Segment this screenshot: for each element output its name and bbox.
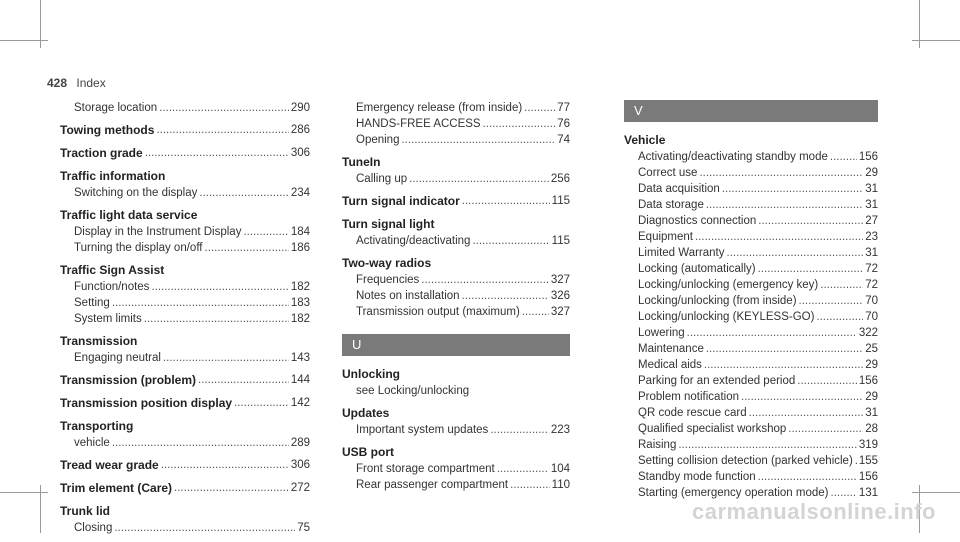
page-ref[interactable]: 184	[290, 226, 310, 238]
leader-dots	[727, 245, 864, 261]
index-subentry[interactable]	[624, 405, 878, 421]
leader-dots	[497, 461, 549, 477]
leader-dots	[799, 293, 864, 309]
index-subentry[interactable]	[60, 350, 310, 366]
subentry-text: Starting (emergency operation mode)	[638, 487, 829, 499]
index-column-2	[342, 100, 570, 499]
leader-dots	[816, 309, 863, 325]
subentry-text: vehicle	[74, 437, 110, 449]
leader-dots	[174, 480, 289, 497]
leader-dots	[678, 437, 856, 453]
page-ref[interactable]: 104	[550, 463, 570, 475]
page-ref[interactable]: 29	[865, 167, 878, 179]
index-entry	[60, 395, 310, 412]
leader-dots	[156, 122, 288, 139]
leader-dots	[741, 389, 863, 405]
leader-dots	[522, 304, 549, 320]
page-ref[interactable]: 29	[865, 391, 878, 403]
index-heading: Transmission	[60, 334, 138, 348]
index-subentry[interactable]	[624, 261, 878, 277]
index-subentry[interactable]	[342, 477, 570, 493]
index-entry	[60, 168, 310, 201]
page-ref[interactable]: 290	[290, 102, 310, 114]
index-subentry[interactable]	[624, 453, 878, 469]
page-ref[interactable]: 322	[858, 327, 878, 339]
index-heading: Transmission (problem)	[60, 373, 197, 387]
leader-dots	[159, 100, 289, 116]
index-entry	[342, 154, 570, 187]
index-heading: USB port	[342, 445, 394, 459]
page-ref[interactable]: 27	[865, 215, 878, 227]
index-subentry[interactable]	[60, 224, 310, 240]
index-entry	[60, 100, 310, 116]
subentry-text: Rear passenger compartment	[356, 479, 509, 491]
page-ref[interactable]: 75	[297, 522, 310, 534]
leader-dots	[687, 325, 857, 341]
index-subentry[interactable]	[624, 213, 878, 229]
subentry-text: HANDS-FREE ACCESS	[356, 118, 481, 130]
page-ref[interactable]: 289	[290, 437, 310, 449]
leader-dots	[205, 240, 289, 256]
index-heading: Traffic light data service	[60, 208, 198, 222]
page-ref[interactable]: 77	[557, 102, 570, 114]
index-heading-row[interactable]	[60, 480, 310, 497]
subentry-text: Emergency release (from inside)	[356, 102, 523, 114]
leader-dots	[199, 185, 288, 201]
page-ref[interactable]: 144	[290, 374, 310, 386]
page-ref[interactable]: 25	[865, 343, 878, 355]
subentry-text: Switching on the display	[74, 187, 198, 199]
page-ref[interactable]: 272	[290, 482, 310, 494]
index-heading-row[interactable]	[60, 145, 310, 162]
index-subentry[interactable]	[60, 520, 310, 536]
leader-dots	[151, 279, 288, 295]
index-subentry[interactable]	[60, 435, 310, 451]
subentry-text: Function/notes	[74, 281, 150, 293]
subentry-text: QR code rescue card	[638, 407, 747, 419]
crop-mark	[0, 492, 48, 493]
index-heading: Turn signal indicator	[342, 194, 460, 208]
page-ref[interactable]: 31	[865, 183, 878, 195]
index-entry	[60, 372, 310, 389]
index-entry	[60, 122, 310, 139]
leader-dots	[706, 341, 863, 357]
page-ref[interactable]: 143	[290, 352, 310, 364]
index-subentry[interactable]	[342, 383, 570, 399]
index-subentry[interactable]	[624, 437, 878, 453]
index-subentry[interactable]	[342, 272, 570, 288]
leader-dots	[758, 213, 863, 229]
index-entry	[60, 418, 310, 451]
leader-dots	[163, 350, 289, 366]
index-entry	[342, 444, 570, 493]
index-entry	[60, 207, 310, 256]
leader-dots	[797, 373, 857, 389]
leader-dots	[749, 405, 864, 421]
index-subentry[interactable]	[60, 185, 310, 201]
section-title: Index	[76, 76, 106, 90]
page-ref[interactable]: 31	[865, 199, 878, 211]
index-subentry[interactable]	[60, 279, 310, 295]
leader-dots	[234, 395, 289, 412]
leader-dots	[112, 295, 289, 311]
index-subentry[interactable]	[624, 357, 878, 373]
index-heading: Updates	[342, 406, 390, 420]
subentry-text: Locking/unlocking (KEYLESS-GO)	[638, 311, 815, 323]
leader-dots	[401, 132, 555, 148]
index-entry	[60, 145, 310, 162]
subentry-text: Setting collision detection (parked vehicle)	[638, 455, 853, 467]
index-heading-row[interactable]	[60, 395, 310, 412]
index-heading: Towing methods	[60, 123, 155, 137]
page-ref[interactable]: 306	[290, 459, 310, 471]
index-subentry[interactable]	[624, 389, 878, 405]
page-ref[interactable]: 70	[865, 311, 878, 323]
page-ref[interactable]: 156	[858, 151, 878, 163]
page-ref[interactable]: 326	[550, 290, 570, 302]
index-entry	[624, 132, 878, 501]
subentry-text: Lowering	[638, 327, 685, 339]
leader-dots	[144, 311, 289, 327]
index-heading: Tread wear grade	[60, 458, 159, 472]
page-ref[interactable]: 155	[858, 455, 878, 467]
subentry-text: Setting	[74, 297, 110, 309]
subentry-text: Front storage compartment	[356, 463, 495, 475]
index-entry	[342, 193, 570, 210]
subentry-text: Qualified specialist workshop	[638, 423, 787, 435]
subentry-text: Notes on installation	[356, 290, 460, 302]
leader-dots	[706, 197, 863, 213]
index-heading: Traction grade	[60, 146, 143, 160]
page-ref[interactable]: 327	[550, 306, 570, 318]
leader-dots	[704, 357, 863, 373]
subentry-text: Standby mode function	[638, 471, 756, 483]
index-subentry[interactable]	[624, 181, 878, 197]
index-heading: Trunk lid	[60, 504, 111, 518]
subentry-text: Problem notification	[638, 391, 739, 403]
index-subentry[interactable]	[342, 304, 570, 320]
page-ref[interactable]: 28	[865, 423, 878, 435]
index-heading: Unlocking	[342, 367, 401, 381]
subentry-text: Raising	[638, 439, 677, 451]
watermark: carmanualsonline.info	[692, 499, 936, 524]
page-number: 428	[47, 76, 68, 90]
subentry-text: Calling up	[356, 173, 408, 185]
page-ref[interactable]: 110	[551, 479, 570, 491]
index-subentry[interactable]	[342, 171, 570, 187]
index-subentry[interactable]	[624, 229, 878, 245]
page-ref[interactable]: 29	[865, 359, 878, 371]
index-subentry[interactable]	[342, 233, 570, 249]
index-heading: Transmission position display	[60, 396, 233, 410]
subentry-text: Data acquisition	[638, 183, 720, 195]
index-subentry[interactable]	[60, 311, 310, 327]
subentry-text: Engaging neutral	[74, 352, 161, 364]
leader-dots	[490, 422, 549, 438]
index-subentry[interactable]	[624, 293, 878, 309]
index-entry	[342, 100, 570, 148]
index-heading-row[interactable]	[60, 372, 310, 389]
subentry-text: Data storage	[638, 199, 704, 211]
leader-dots	[524, 100, 555, 116]
index-heading: Trim element (Care)	[60, 481, 173, 495]
page-ref[interactable]: 131	[858, 487, 878, 499]
index-entry	[342, 216, 570, 249]
subentry-text: Equipment	[638, 231, 693, 243]
leader-dots	[114, 520, 295, 536]
subentry-text: Important system updates	[356, 424, 489, 436]
index-subentry[interactable]	[60, 100, 310, 116]
subentry-text: System limits	[74, 313, 142, 325]
crop-mark	[912, 492, 960, 493]
page-ref[interactable]: 156	[858, 471, 878, 483]
leader-dots	[830, 149, 857, 165]
page-ref[interactable]: 31	[865, 407, 878, 419]
index-column-1	[60, 100, 310, 542]
leader-dots	[855, 453, 857, 469]
page-ref[interactable]: 256	[550, 173, 570, 185]
index-subentry[interactable]	[342, 116, 570, 132]
leader-dots	[243, 224, 288, 240]
leader-dots	[758, 261, 864, 277]
index-heading: Turn signal light	[342, 217, 435, 231]
crop-mark	[912, 40, 960, 41]
index-heading-row[interactable]	[60, 457, 310, 474]
index-entry	[60, 503, 310, 536]
page-ref[interactable]: 327	[550, 274, 570, 286]
page-ref[interactable]: 319	[858, 439, 878, 451]
subentry-text: Turning the display on/off	[74, 242, 203, 254]
page-ref[interactable]: 234	[290, 187, 310, 199]
index-subentry[interactable]	[624, 245, 878, 261]
index-subentry[interactable]	[624, 373, 878, 389]
index-column-3	[624, 100, 878, 507]
index-subentry[interactable]	[624, 341, 878, 357]
page-ref[interactable]: 186	[290, 242, 310, 254]
leader-dots	[198, 372, 289, 389]
page-ref[interactable]: 72	[865, 279, 878, 291]
index-subentry[interactable]	[60, 240, 310, 256]
index-subentry[interactable]	[624, 325, 878, 341]
page-ref[interactable]: 156	[858, 375, 878, 387]
index-heading: Vehicle	[624, 133, 666, 147]
page-ref[interactable]: 72	[865, 263, 878, 275]
leader-dots	[820, 277, 863, 293]
index-entry	[342, 366, 570, 399]
index-entry	[342, 405, 570, 438]
subentry-text: Locking/unlocking (emergency key)	[638, 279, 819, 291]
leader-dots	[421, 272, 549, 288]
subentry-text: Parking for an extended period	[638, 375, 796, 387]
index-subentry[interactable]	[624, 277, 878, 293]
index-heading: Two-way radios	[342, 256, 432, 270]
leader-dots	[112, 435, 289, 451]
page-ref[interactable]: 74	[557, 134, 570, 146]
subentry-text: Activating/deactivating	[356, 235, 471, 247]
subentry-text: Medical aids	[638, 359, 702, 371]
leader-dots	[758, 469, 857, 485]
page-ref[interactable]: 115	[551, 195, 570, 207]
index-entry	[60, 262, 310, 327]
leader-dots	[788, 421, 863, 437]
index-subentry[interactable]	[624, 309, 878, 325]
section-letter: V	[624, 100, 878, 122]
index-entry	[60, 480, 310, 497]
leader-dots	[462, 193, 550, 210]
index-subentry[interactable]	[342, 422, 570, 438]
page-ref[interactable]: 76	[557, 118, 570, 130]
leader-dots	[462, 288, 549, 304]
index-subentry[interactable]	[624, 197, 878, 213]
subentry-text: Diagnostics connection	[638, 215, 757, 227]
subentry-text: Activating/deactivating standby mode	[638, 151, 828, 163]
index-subentry[interactable]	[342, 100, 570, 116]
index-subentry[interactable]	[342, 461, 570, 477]
page-ref[interactable]: 142	[290, 397, 310, 409]
subentry-text: Locking (automatically)	[638, 263, 756, 275]
page-ref[interactable]: 23	[865, 231, 878, 243]
index-heading-row[interactable]	[60, 122, 310, 139]
subentry-text: Locking/unlocking (from inside)	[638, 295, 797, 307]
page-ref[interactable]: 70	[865, 295, 878, 307]
subentry-text: Display in the Instrument Display	[74, 226, 242, 238]
leader-dots	[409, 171, 549, 187]
index-subentry[interactable]	[624, 165, 878, 181]
leader-dots	[695, 229, 863, 245]
index-subentry[interactable]	[624, 149, 878, 165]
index-subentry[interactable]	[342, 288, 570, 304]
subentry-text: Opening	[356, 134, 400, 146]
index-subentry[interactable]	[624, 469, 878, 485]
leader-dots	[510, 477, 550, 493]
index-heading: Traffic information	[60, 169, 166, 183]
subentry-text: Transmission output (maximum)	[356, 306, 520, 318]
page-ref[interactable]: 182	[290, 313, 310, 325]
page-ref[interactable]: 183	[290, 297, 310, 309]
leader-dots	[145, 145, 289, 162]
index-entry	[60, 333, 310, 366]
index-entry	[60, 457, 310, 474]
leader-dots	[483, 116, 556, 132]
subentry-text: Maintenance	[638, 343, 704, 355]
subentry-text: see Locking/unlocking	[356, 385, 470, 397]
crop-mark	[0, 40, 48, 41]
index-subentry[interactable]	[342, 132, 570, 148]
page-ref[interactable]: 306	[290, 147, 310, 159]
section-letter: U	[342, 334, 570, 356]
subentry-text: Limited Warranty	[638, 247, 725, 259]
leader-dots	[722, 181, 863, 197]
page-ref[interactable]: 31	[865, 247, 878, 259]
index-heading: Transporting	[60, 419, 134, 433]
subentry-text: Closing	[74, 522, 113, 534]
page-ref[interactable]: 115	[551, 235, 570, 247]
page-ref[interactable]: 182	[290, 281, 310, 293]
leader-dots	[161, 457, 289, 474]
page-ref[interactable]: 223	[550, 424, 570, 436]
page-header	[47, 76, 106, 90]
index-subentry[interactable]	[60, 295, 310, 311]
index-heading: TuneIn	[342, 155, 381, 169]
subentry-text: Frequencies	[356, 274, 420, 286]
index-subentry[interactable]	[624, 421, 878, 437]
leader-dots	[472, 233, 549, 249]
index-heading: Traffic Sign Assist	[60, 263, 165, 277]
page-ref[interactable]: 286	[290, 124, 310, 136]
subentry-text: Correct use	[638, 167, 698, 179]
subentry-text: Storage location	[74, 102, 158, 114]
index-entry	[342, 255, 570, 320]
leader-dots	[699, 165, 863, 181]
index-heading-row[interactable]	[342, 193, 570, 210]
